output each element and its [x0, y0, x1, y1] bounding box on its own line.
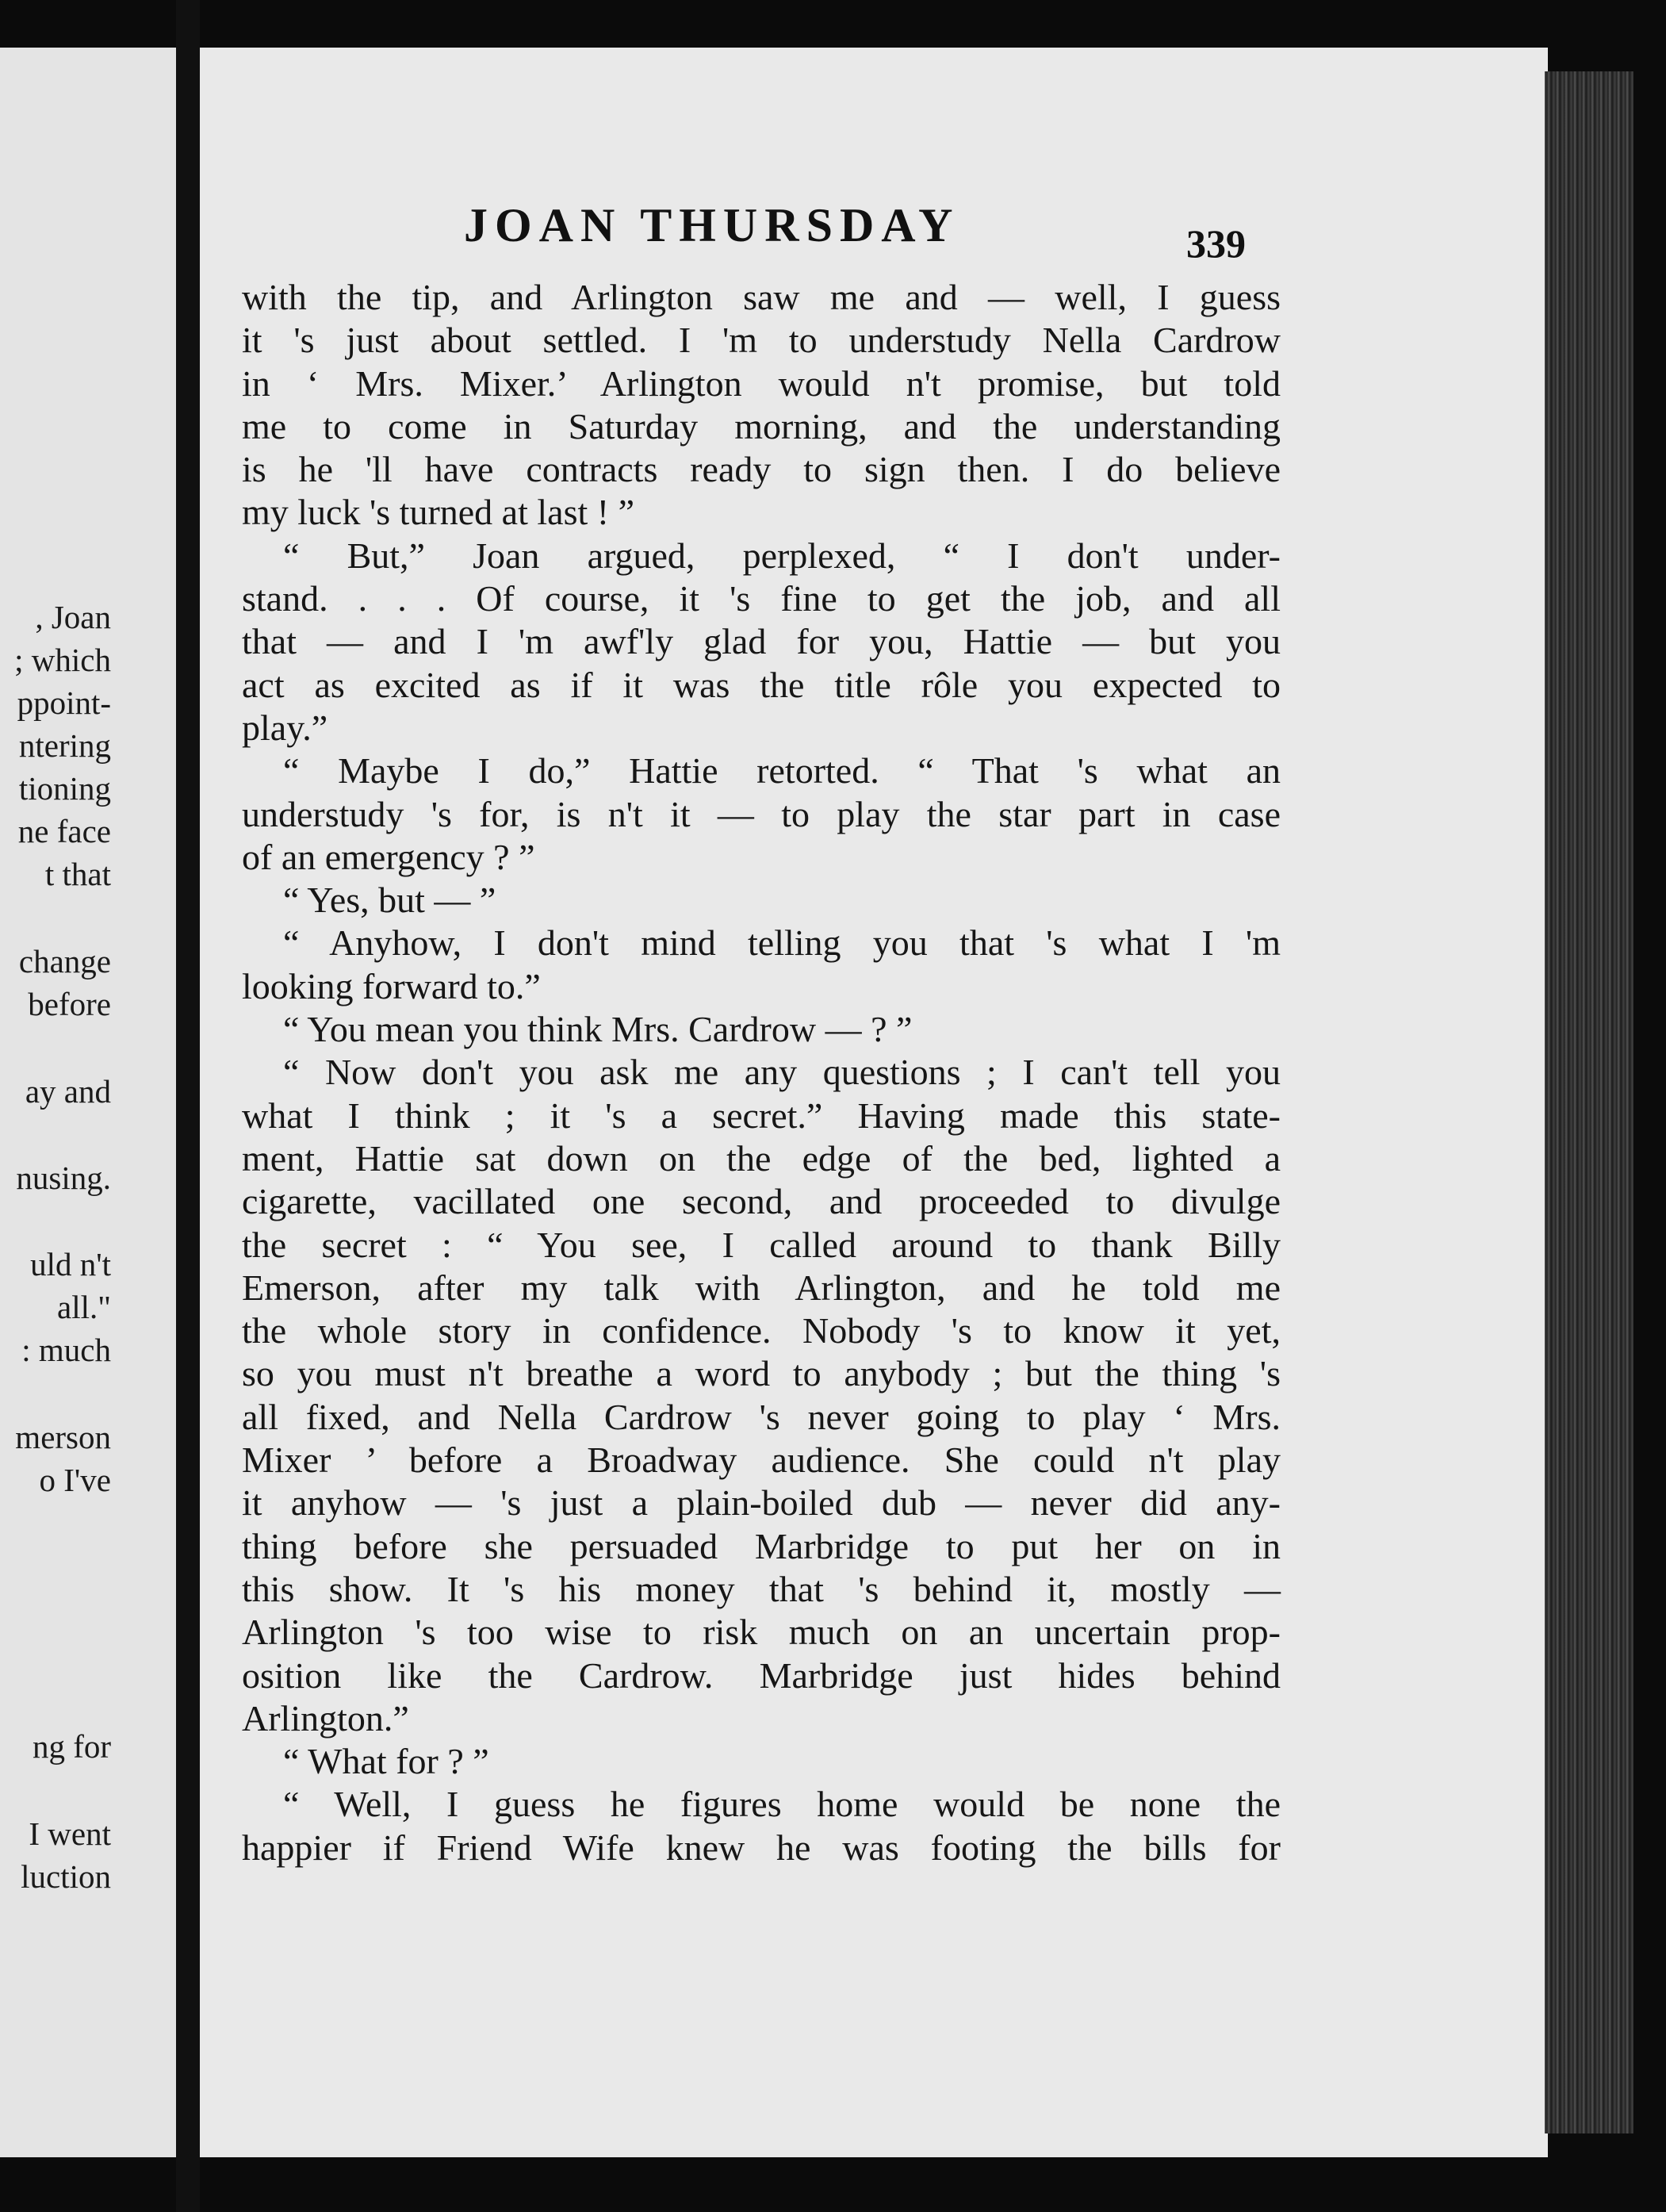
text-line: Mixer ’ before a Broadway audience. She could n't play — [242, 1440, 1281, 1481]
page-edges — [1545, 71, 1640, 2133]
left-page-fragment — [0, 48, 176, 2157]
left-margin-line: tioning — [18, 770, 111, 807]
left-margin-line: I went — [29, 1815, 111, 1852]
text-line: is he 'll have contracts ready to sign then. I do believe — [242, 449, 1281, 490]
text-line: Arlington.” — [242, 1697, 409, 1739]
text-line: my luck 's turned at last ! ” — [242, 492, 634, 533]
text-line: it 's just about settled. I 'm to understudy Nella Cardrow — [242, 320, 1281, 361]
text-line: ment, Hattie sat down on the edge of the bed, lighted a — [242, 1137, 1281, 1179]
text-line: understudy 's for, is n't it — to play the star part in case — [242, 793, 1281, 834]
left-margin-line: t that — [44, 856, 111, 892]
left-margin-line: merson — [15, 1419, 111, 1455]
text-line: act as excited as if it was the title rôle you expected to — [242, 664, 1281, 705]
left-margin-line: ng for — [32, 1728, 111, 1765]
text-line: “ Now don't you ask me any questions ; I can't tell you — [283, 1052, 1281, 1093]
text-line: so you must n't breathe a word to anybody ; but the thing 's — [242, 1353, 1281, 1394]
left-margin-line: ppoint- — [17, 684, 111, 721]
text-line: with the tip, and Arlington saw me and — well, I guess — [242, 277, 1281, 317]
text-line: what I think ; it 's a secret.” Having made this state- — [242, 1094, 1281, 1136]
text-line: cigarette, vacillated one second, and proceeded to divulge — [242, 1181, 1281, 1222]
text-line: the whole story in confidence. Nobody 's to know it yet, — [242, 1310, 1281, 1351]
text-line: Emerson, after my talk with Arlington, and he told me — [242, 1267, 1281, 1308]
text-line: all fixed, and Nella Cardrow 's never going to play ‘ Mrs. — [242, 1396, 1281, 1437]
left-margin-line: all." — [57, 1289, 111, 1325]
left-margin-line: ay and — [25, 1073, 111, 1110]
body-text — [242, 276, 1281, 1869]
running-head: JOAN THURSDAY — [464, 199, 960, 251]
text-line: “ Anyhow, I don't mind telling you that 's what I 'm — [283, 922, 1281, 964]
text-line: “ But,” Joan argued, perplexed, “ I don't under- — [283, 535, 1281, 576]
left-margin-line: : much — [21, 1332, 111, 1368]
text-line: play.” — [242, 707, 328, 748]
left-margin-line: before — [28, 986, 111, 1022]
text-line: “ Maybe I do,” Hattie retorted. “ That 's what an — [283, 750, 1281, 792]
scan-border — [1633, 56, 1666, 2157]
text-line: Arlington 's too wise to risk much on an uncertain prop- — [242, 1612, 1281, 1653]
left-margin-line: uld n't — [30, 1246, 111, 1282]
text-line: looking forward to.” — [242, 965, 541, 1006]
text-line: “ Well, I guess he figures home would be none the — [283, 1784, 1281, 1825]
text-line: “ You mean you think Mrs. Cardrow — ? ” — [283, 1009, 913, 1050]
text-line: “ What for ? ” — [283, 1741, 489, 1782]
text-line: me to come in Saturday morning, and the understanding — [242, 405, 1281, 447]
book-gutter — [176, 0, 200, 2212]
page-number: 339 — [1186, 221, 1246, 266]
left-margin-line: change — [18, 943, 111, 979]
text-line: in ‘ Mrs. Mixer.’ Arlington would n't promise, but told — [242, 362, 1281, 404]
text-line: stand. . . . Of course, it 's fine to get the job, and all — [242, 578, 1281, 619]
left-margin-line: nusing. — [16, 1160, 111, 1196]
text-line: this show. It 's his money that 's behind it, mostly — — [242, 1568, 1281, 1609]
text-line: “ Yes, but — ” — [283, 880, 496, 921]
left-margin-line: ntering — [18, 727, 111, 764]
text-line: that — and I 'm awf'ly glad for you, Hattie — but you — [242, 621, 1281, 662]
text-line: happier if Friend Wife knew he was footing the bills for — [242, 1827, 1281, 1868]
left-margin-line: , Joan — [35, 599, 111, 635]
left-margin-line: o I've — [39, 1462, 111, 1498]
text-line: of an emergency ? ” — [242, 836, 535, 877]
left-margin-line: ; which — [14, 642, 111, 678]
text-line: the secret : “ You see, I called around to thank Billy — [242, 1224, 1281, 1265]
text-line: thing before she persuaded Marbridge to put her on in — [242, 1525, 1281, 1566]
left-margin-line: ne face — [17, 813, 111, 849]
text-line: osition like the Cardrow. Marbridge just hides behind — [242, 1654, 1281, 1696]
left-margin-line: luction — [21, 1858, 111, 1895]
text-line: it anyhow — 's just a plain-boiled dub — never did any- — [242, 1482, 1281, 1524]
